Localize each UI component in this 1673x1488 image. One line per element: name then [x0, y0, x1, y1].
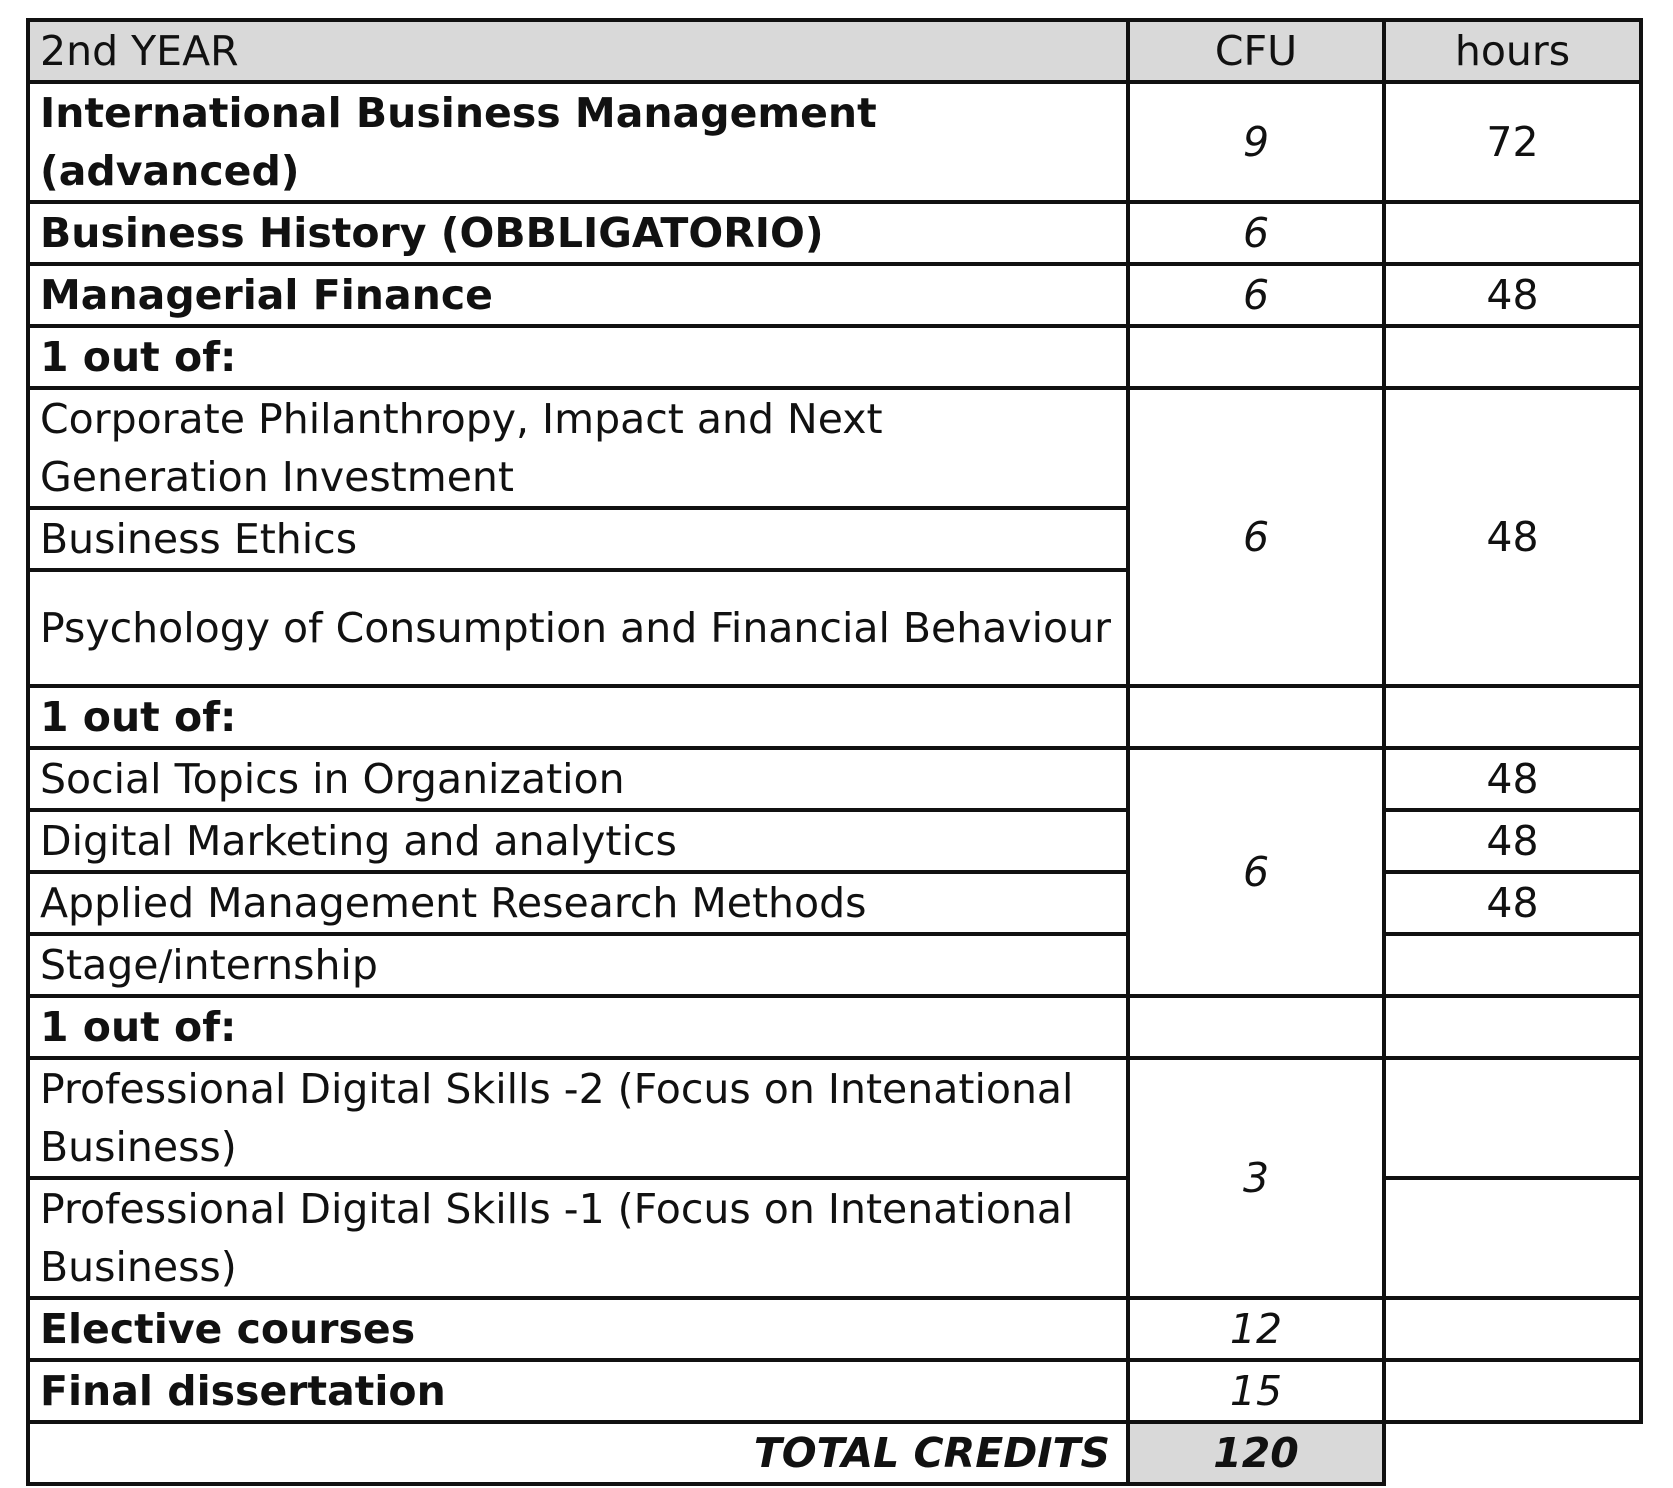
- course-name: Professional Digital Skills -1 (Focus on Intenational Business): [28, 1178, 1128, 1298]
- empty-cell: [1384, 996, 1641, 1058]
- cfu-value: 12: [1128, 1298, 1384, 1360]
- group-label: 1 out of:: [28, 686, 1128, 748]
- empty-cell: [1384, 326, 1641, 388]
- course-name: Corporate Philanthropy, Impact and Next Generation Investment: [28, 388, 1128, 508]
- hours-value: 48: [1384, 388, 1641, 686]
- total-credits-value: 120: [1128, 1422, 1384, 1484]
- empty-cell: [1128, 326, 1384, 388]
- hours-value: [1384, 1298, 1641, 1360]
- table-row: [28, 1178, 1641, 1298]
- hours-value: [1384, 202, 1641, 264]
- cfu-value: 15: [1128, 1360, 1384, 1422]
- hours-value: 72: [1384, 82, 1641, 202]
- table-row: [28, 388, 1641, 508]
- course-name: Digital Marketing and analytics: [28, 810, 1128, 872]
- table-row: [28, 934, 1641, 996]
- hours-value: 48: [1384, 264, 1641, 326]
- hours-value: [1384, 1360, 1641, 1422]
- course-name: Managerial Finance: [28, 264, 1128, 326]
- empty-cell: [1128, 686, 1384, 748]
- group-label: 1 out of:: [28, 996, 1128, 1058]
- cfu-value: 6: [1128, 388, 1384, 686]
- course-name: Final dissertation: [28, 1360, 1128, 1422]
- group-label: 1 out of:: [28, 326, 1128, 388]
- header-row: [28, 20, 1641, 82]
- table-row: [28, 872, 1641, 934]
- hours-value: 48: [1384, 810, 1641, 872]
- course-name: Stage/internship: [28, 934, 1128, 996]
- table-row: [28, 264, 1641, 326]
- course-name: Business History (OBBLIGATORIO): [28, 202, 1128, 264]
- empty-cell: [1384, 686, 1641, 748]
- table-row: [28, 202, 1641, 264]
- curriculum-table: [26, 18, 1643, 1486]
- curriculum-table-container: [26, 18, 1643, 1486]
- course-name: Professional Digital Skills -2 (Focus on Intenational Business): [28, 1058, 1128, 1178]
- course-name: Elective courses: [28, 1298, 1128, 1360]
- cfu-value: 3: [1128, 1058, 1384, 1298]
- empty-cell: [1128, 996, 1384, 1058]
- table-row: [28, 810, 1641, 872]
- hours-value: 48: [1384, 872, 1641, 934]
- table-row: [28, 1058, 1641, 1178]
- empty-cell: [1384, 1422, 1641, 1484]
- course-name: Business Ethics: [28, 508, 1128, 570]
- cfu-header: CFU: [1128, 20, 1384, 82]
- course-name: Social Topics in Organization: [28, 748, 1128, 810]
- cfu-value: 6: [1128, 748, 1384, 996]
- cfu-value: 6: [1128, 202, 1384, 264]
- course-name: International Business Management (advanced): [28, 82, 1128, 202]
- course-name: Psychology of Consumption and Financial Behaviour: [28, 570, 1128, 686]
- group-label-row: [28, 326, 1641, 388]
- total-row: [28, 1422, 1641, 1484]
- table-row: [28, 82, 1641, 202]
- course-name: Applied Management Research Methods: [28, 872, 1128, 934]
- hours-value: 48: [1384, 748, 1641, 810]
- hours-header: hours: [1384, 20, 1641, 82]
- group-label-row: [28, 686, 1641, 748]
- hours-value: [1384, 934, 1641, 996]
- table-row: [28, 1360, 1641, 1422]
- year-header: 2nd YEAR: [28, 20, 1128, 82]
- table-row: [28, 1298, 1641, 1360]
- cfu-value: 6: [1128, 264, 1384, 326]
- group-label-row: [28, 996, 1641, 1058]
- table-row: [28, 748, 1641, 810]
- hours-value: [1384, 1178, 1641, 1298]
- hours-value: [1384, 1058, 1641, 1178]
- cfu-value: 9: [1128, 82, 1384, 202]
- total-credits-label: TOTAL CREDITS: [28, 1422, 1128, 1484]
